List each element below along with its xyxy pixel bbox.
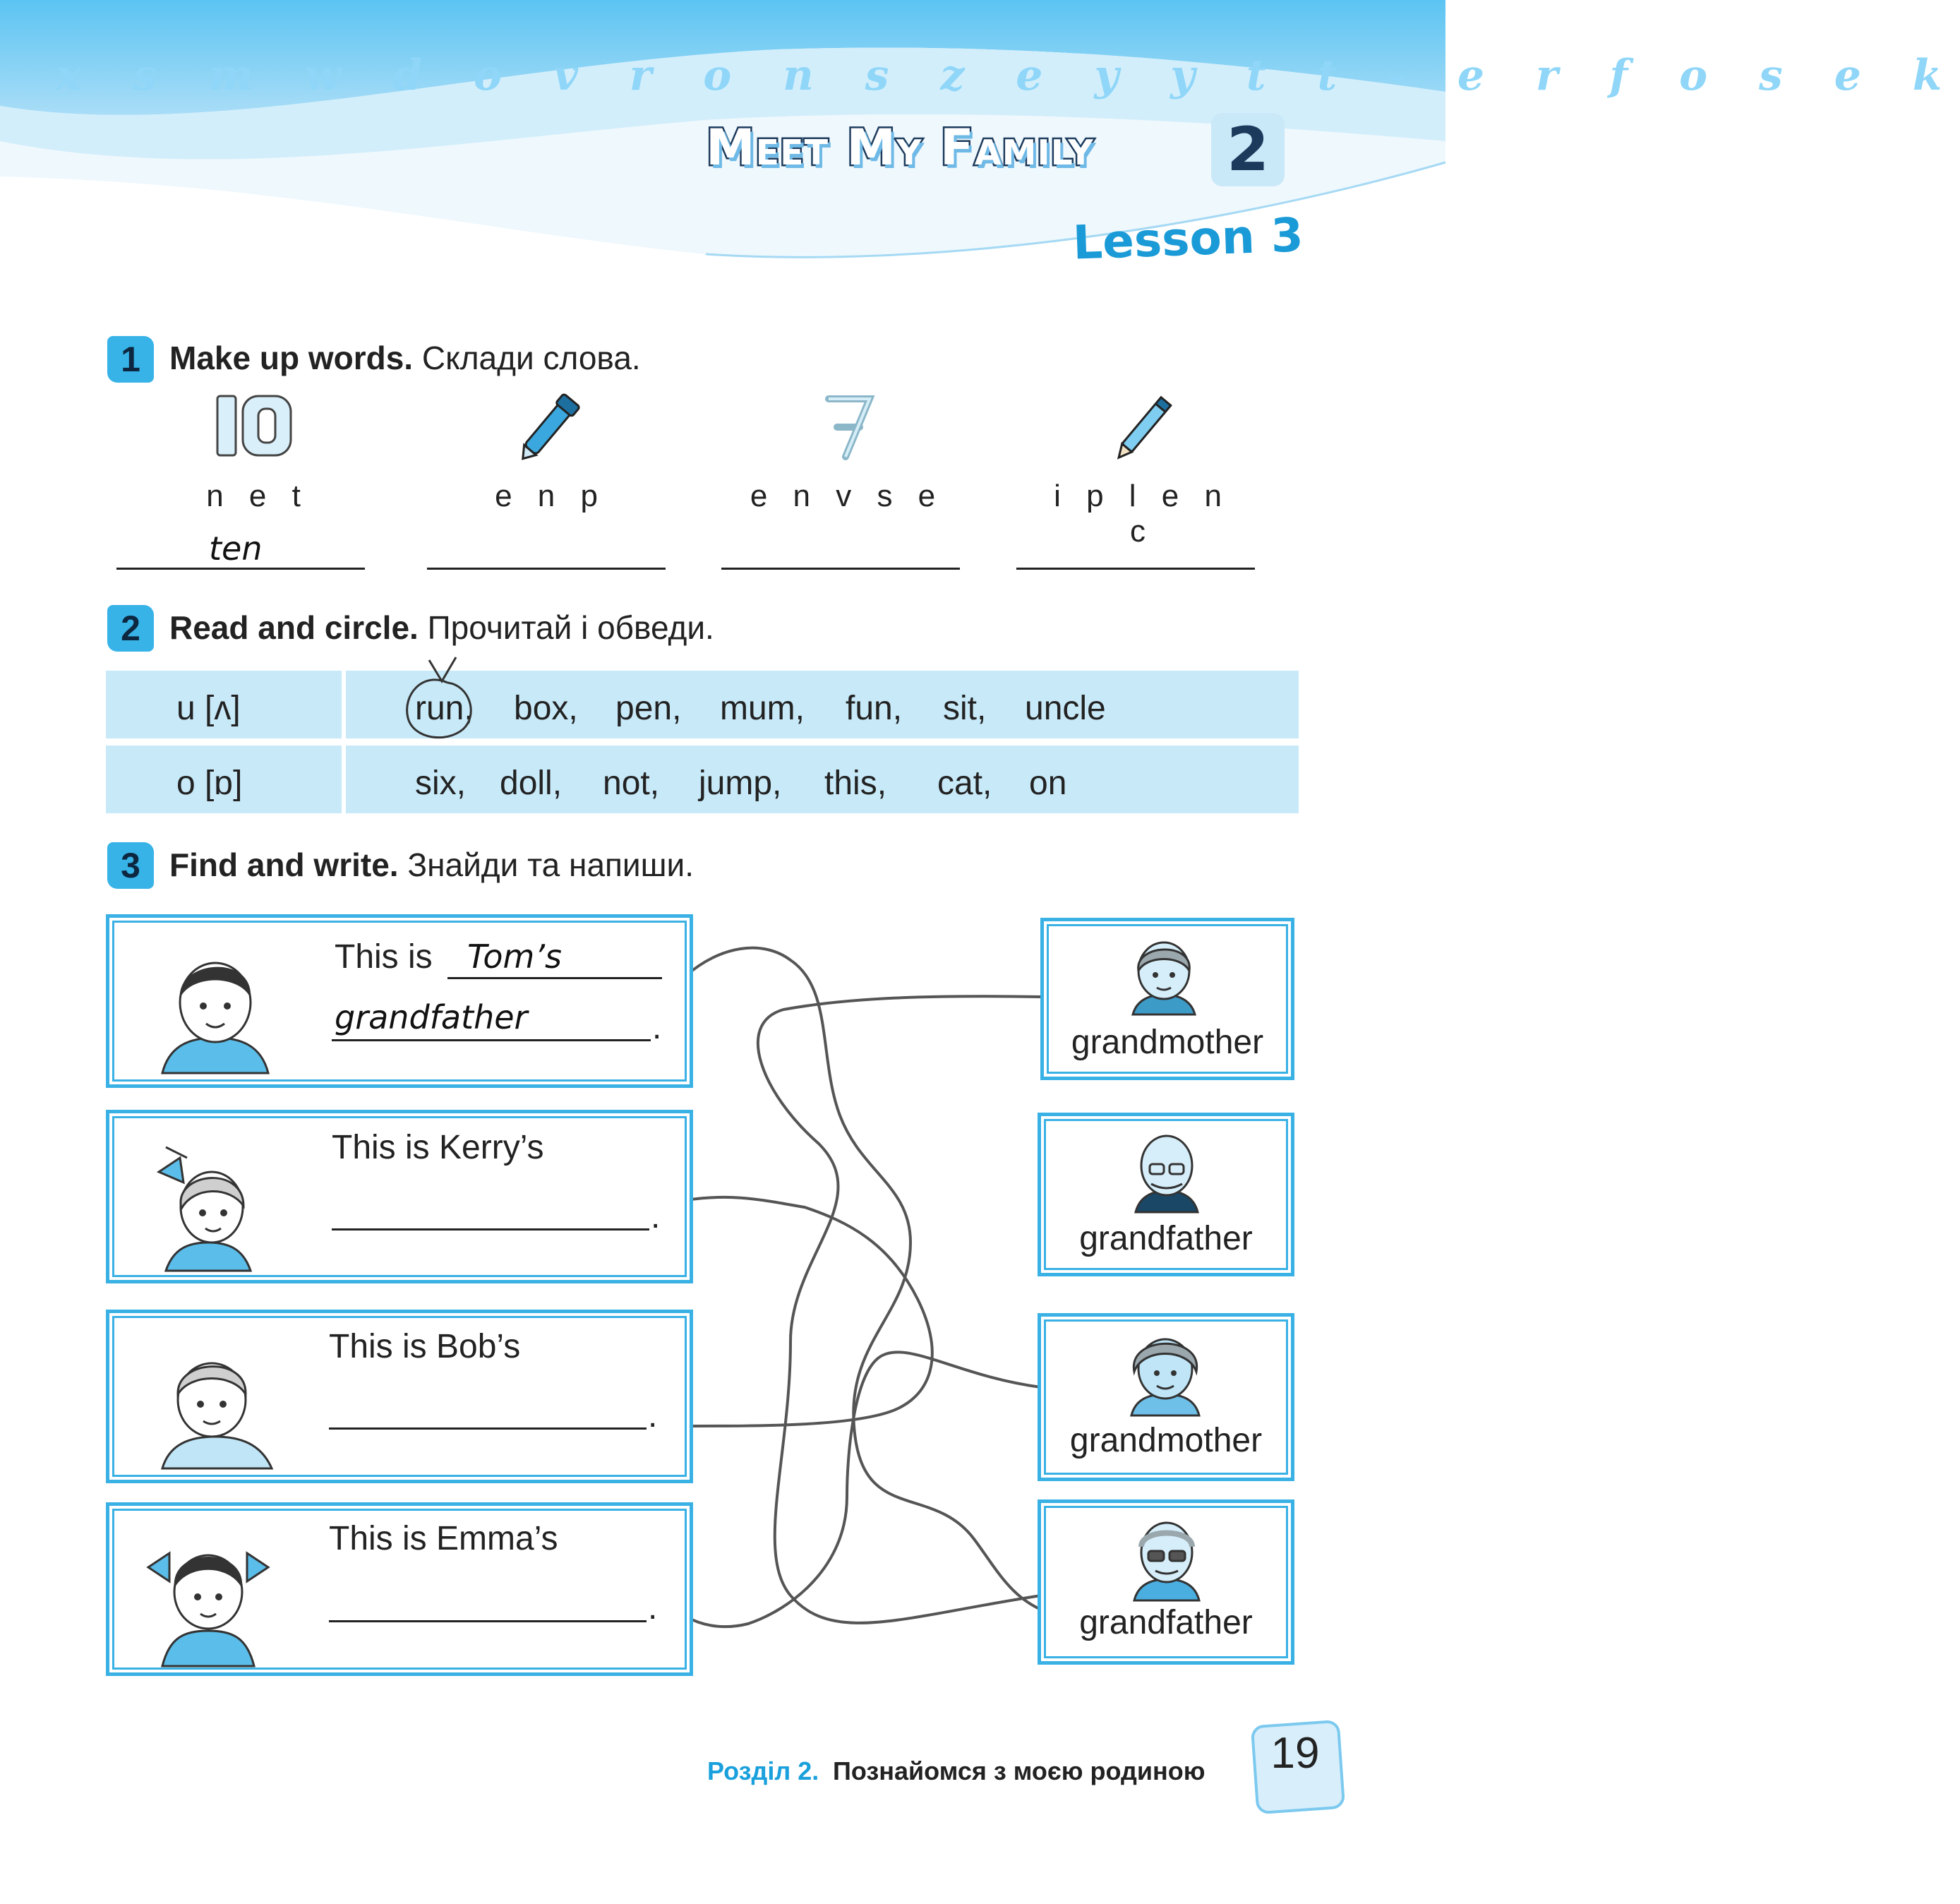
relative-label-grandmother-2: grandmother	[1069, 1422, 1263, 1459]
card-1-name-answer: Tom’s	[467, 938, 562, 976]
relative-card-grandfather-1[interactable]	[1038, 1113, 1294, 1276]
lesson-title: Lesson 3	[1071, 208, 1304, 270]
sound-label-u: u [ʌ]	[176, 690, 241, 727]
word-this[interactable]: this,	[824, 765, 887, 802]
answer-line-4[interactable]	[1016, 568, 1255, 570]
task-3-number: 3	[107, 842, 154, 889]
grandmother-portrait	[1127, 937, 1201, 1014]
card-2-period: .	[651, 1198, 661, 1235]
number-seven-icon	[824, 392, 874, 461]
card-3-line[interactable]	[329, 1427, 647, 1430]
pen-icon	[512, 387, 589, 465]
sound-label-o: o [ɒ]	[176, 765, 243, 802]
word-fun[interactable]: fun,	[846, 690, 903, 727]
answer-ten: ten	[209, 529, 263, 568]
word-six[interactable]: six,	[415, 765, 466, 802]
scrambled-word-2: e n p	[495, 479, 606, 513]
card-1-prefix: This is	[335, 938, 433, 976]
word-cat[interactable]: cat,	[937, 765, 992, 802]
unit-title: Meet My Family	[706, 119, 1094, 176]
number-ten-icon	[212, 392, 296, 460]
word-uncle[interactable]: uncle	[1025, 690, 1106, 727]
card-3-period: .	[648, 1397, 658, 1435]
girl-kerry-portrait	[145, 1144, 272, 1271]
task-3-title-ua: Знайди та напиши.	[407, 846, 695, 883]
task-2-number: 2	[107, 605, 154, 652]
relative-card-grandfather-2[interactable]	[1038, 1499, 1294, 1665]
task-1-title-ua: Склади слова.	[421, 340, 641, 376]
word-sit[interactable]: sit,	[943, 690, 987, 727]
card-2-line[interactable]	[332, 1228, 649, 1231]
word-jump[interactable]: jump,	[699, 765, 782, 802]
task-1-number: 1	[107, 336, 154, 383]
card-4-text: This is Emma’s	[329, 1520, 558, 1557]
footer-section: Розділ 2.	[707, 1756, 819, 1785]
relative-label-grandfather-1: grandfather	[1079, 1220, 1253, 1257]
task-3-title-en: Find and write.	[169, 846, 399, 883]
footer-title: Познайомся з моєю родиною	[833, 1756, 1206, 1785]
table-divider	[342, 671, 346, 738]
relative-card-grandmother-2[interactable]	[1038, 1313, 1294, 1481]
answer-line-2[interactable]	[427, 568, 666, 570]
card-4-period: .	[648, 1589, 658, 1627]
word-box[interactable]: box,	[514, 690, 578, 727]
answer-line-3[interactable]	[721, 568, 960, 570]
grandfather-portrait	[1130, 1133, 1203, 1212]
scrambled-word-1: n e t	[206, 479, 309, 513]
girl-emma-portrait	[141, 1518, 275, 1666]
page-number: 19	[1270, 1729, 1320, 1778]
card-1-period: .	[652, 1009, 662, 1046]
card-4-line[interactable]	[329, 1620, 647, 1622]
word-not[interactable]: not,	[603, 765, 660, 802]
grandmother-portrait	[1124, 1331, 1206, 1415]
word-mum[interactable]: mum,	[720, 690, 805, 727]
sound-row-u	[106, 671, 1299, 738]
table-divider	[342, 746, 346, 813]
boy-bob-portrait	[148, 1338, 282, 1468]
answer-line-1[interactable]	[116, 568, 365, 570]
boy-tom-portrait	[148, 939, 282, 1073]
relative-label-grandfather-2: grandfather	[1079, 1604, 1253, 1641]
word-pen[interactable]: pen,	[615, 690, 682, 727]
unit-number-badge: 2	[1211, 113, 1285, 186]
word-doll[interactable]: doll,	[500, 765, 563, 802]
task-2-instruction	[169, 609, 714, 647]
task-2-title-en: Read and circle.	[169, 609, 419, 646]
matching-lines	[678, 918, 1045, 1666]
card-1-line-2[interactable]	[332, 1039, 651, 1041]
decorative-letters: x s m w d o v r o n s z e y y t t - e r f o s e k	[56, 51, 1960, 100]
relative-label-grandmother-1: grandmother	[1071, 1024, 1264, 1061]
card-1-line-1[interactable]	[447, 977, 662, 979]
scrambled-word-4: i p l e n c	[1054, 479, 1230, 549]
grandfather-portrait	[1129, 1519, 1205, 1600]
card-2-text: This is Kerry’s	[332, 1129, 544, 1166]
task-1-instruction	[169, 339, 641, 377]
task-1-title-en: Make up words.	[169, 340, 414, 376]
pencil-icon	[1107, 387, 1184, 465]
circle-mark	[395, 653, 487, 748]
card-1-relation-answer: grandfather	[335, 998, 528, 1036]
word-run[interactable]: run,	[415, 690, 474, 727]
relative-card-grandmother-1[interactable]	[1040, 918, 1294, 1080]
task-3-instruction	[169, 846, 694, 884]
card-3-text: This is Bob’s	[329, 1328, 521, 1365]
scrambled-word-3: e n v s e	[750, 479, 944, 513]
word-on[interactable]: on	[1029, 765, 1067, 802]
task-2-title-ua: Прочитай і обведи.	[427, 609, 714, 646]
